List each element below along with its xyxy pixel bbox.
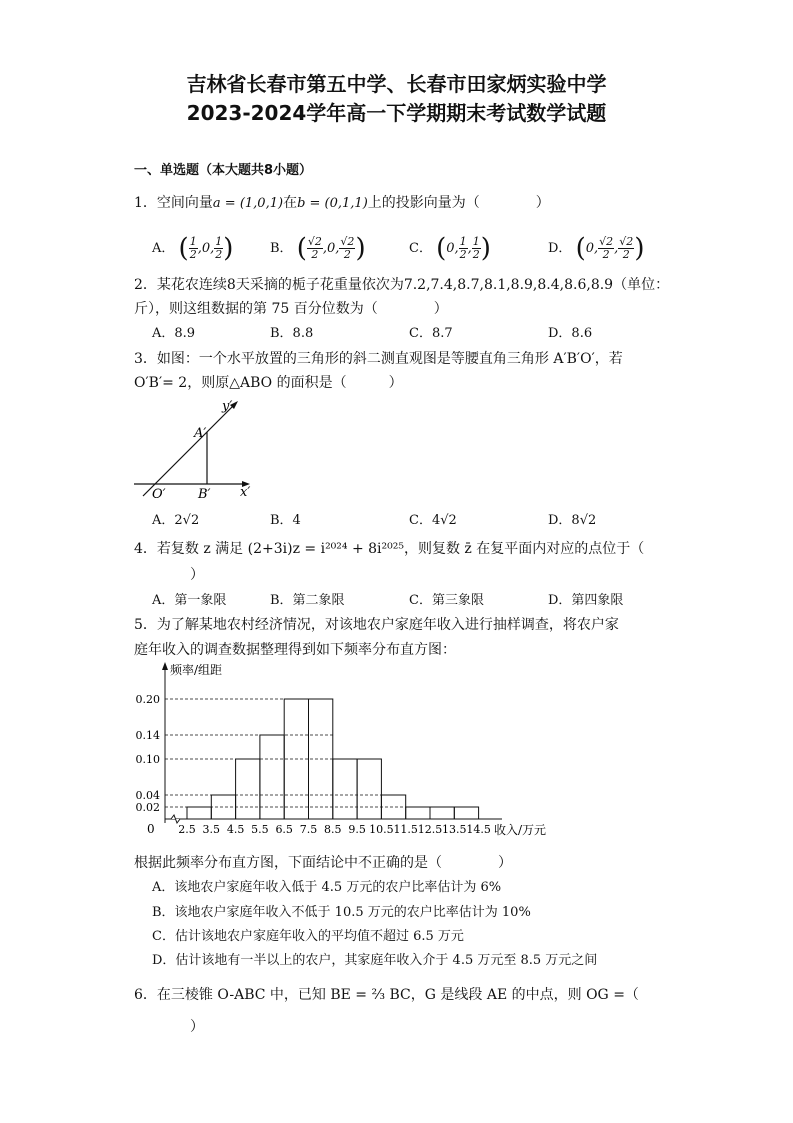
histogram-bar: [236, 759, 260, 819]
x-tick-label: 9.5: [348, 823, 366, 836]
q4-option-b[interactable]: B．第二象限: [270, 593, 345, 608]
q1-option-b[interactable]: B． ( $\frac{√2}{2}$ ,0, $\frac{√2}{2}$ ): [270, 233, 366, 264]
q5-option-d[interactable]: D．估计该地有一半以上的农户，其家庭年收入介于 4.5 万元至 8.5 万元之间: [152, 953, 598, 968]
q4-option-a[interactable]: A．第一象限: [152, 593, 227, 608]
q4-option-d[interactable]: D．第四象限: [548, 593, 624, 608]
q2-option-c[interactable]: C．8.7: [409, 326, 453, 341]
q6-line-1: 6．在三棱锥 O-ABC 中，已知 BE = ⅔ BC，G 是线段 AE 的中点，则 OG =（: [134, 987, 639, 1003]
label-O: O′: [152, 487, 166, 502]
q5-line-2: 庭年收入的调查数据整理得到如下频率分布直方图：: [134, 642, 456, 658]
x-tick-label: 2.5: [178, 823, 196, 836]
q3-option-a[interactable]: A．2√2: [152, 513, 200, 528]
x-tick-label: 11.5: [393, 823, 418, 836]
y-axis-arrow-icon: [162, 662, 168, 670]
q3-figure: [128, 396, 268, 506]
q5-option-a[interactable]: A．该地农户家庭年收入低于 4.5 万元的农户比率估计为 6%: [152, 880, 502, 895]
q1-option-b-label: B．: [270, 241, 293, 256]
histogram-chart: [120, 658, 570, 843]
histogram-bar: [187, 807, 211, 819]
q1-option-a[interactable]: A． ( $\frac{1}{2}$ ,0, $\frac{1}{2}$ ): [152, 233, 234, 264]
x-tick-label: 7.5: [299, 823, 318, 836]
q1-stem: [134, 194, 550, 213]
y-tick-label: 0.10: [135, 753, 160, 766]
q1-option-a-label: A．: [152, 241, 175, 256]
title-line-2: 2023-2024学年高一下学期期末考试数学试题: [186, 101, 607, 125]
q4-line-2: ）: [190, 567, 204, 583]
x-tick-label: 14.5: [466, 823, 491, 836]
q5-question: 根据此频率分布直方图，下面结论中不正确的是（ ）: [134, 855, 512, 871]
histogram-bar: [430, 807, 454, 819]
histogram-axes: [162, 662, 502, 823]
q5-option-b[interactable]: B．该地农户家庭年收入不低于 10.5 万元的农户比率估计为 10%: [152, 905, 531, 920]
histogram-labels: [136, 662, 547, 837]
x-tick-label: 10.5: [369, 823, 394, 836]
q1-option-c[interactable]: C． (0, $\frac{1}{2}$ , $\frac{1}{2}$ ): [409, 233, 491, 264]
y-axis-label: 频率/组距: [170, 663, 223, 677]
q3-line-2: O′B′= 2，则原△ABO 的面积是（ ）: [134, 375, 403, 391]
x-axis-label: 收入/万元: [494, 823, 547, 837]
histogram-bar: [454, 807, 478, 819]
y-tick-label: 0.14: [135, 729, 160, 742]
label-A: A′: [194, 426, 207, 441]
q1-option-d-label: D．: [548, 241, 572, 256]
q6-line-2: ）: [190, 1019, 204, 1035]
q3-option-c[interactable]: C．4√2: [409, 513, 457, 528]
axis-break-icon: [171, 815, 180, 823]
x-tick-label: 6.5: [275, 823, 293, 836]
q4-line-1: 4．若复数 z 满足 (2+3i)z = i²⁰²⁴ + 8i²⁰²⁵，则复数 z̄ 在复平面内对应的点位于（: [134, 541, 645, 557]
section-heading: 一、单选题（本大题共8小题）: [134, 163, 313, 178]
x-tick-label: 13.5: [442, 823, 467, 836]
q1-option-d[interactable]: D． (0, $\frac{√2}{2}$ , $\frac{√2}{2}$ ): [548, 233, 645, 264]
y-tick-label: 0.02: [135, 801, 160, 814]
q2-option-a[interactable]: A．8.9: [152, 326, 196, 341]
histogram-bar: [260, 735, 284, 819]
label-y: y′: [222, 399, 233, 414]
x-tick-label: 3.5: [202, 823, 221, 836]
x-tick-label: 5.5: [251, 823, 269, 836]
title-line-1: 吉林省长春市第五中学、长春市田家炳实验中学: [186, 72, 607, 96]
histogram-bar: [333, 759, 357, 819]
y-tick-label: 0.20: [135, 693, 160, 706]
q5-line-1: 5．为了解某地农村经济情况，对该地农户家庭年收入进行抽样调查，将农户家: [134, 617, 619, 633]
histogram-bar: [406, 807, 430, 819]
q1-vec-a: a = (1,0,1): [212, 196, 284, 211]
q1-mid: 在: [283, 195, 298, 211]
q1-vec-b: b = (0,1,1): [297, 196, 368, 211]
y-tick-label: 0.04: [135, 789, 160, 802]
q1-suffix: 上的投影向量为（ ）: [367, 195, 550, 211]
q2-option-b[interactable]: B．8.8: [270, 326, 314, 341]
q1-prefix: 1．空间向量: [134, 195, 213, 211]
histogram-bar: [357, 759, 381, 819]
histogram-gridlines: [165, 699, 479, 807]
y-axis: [143, 404, 235, 496]
q2-option-d[interactable]: D．8.6: [548, 326, 593, 341]
label-x: x′: [240, 485, 251, 500]
label-B: B′: [198, 487, 211, 502]
q2-line-2: 斤），则这组数据的第 75 百分位数为（ ）: [134, 301, 448, 317]
q3-option-b[interactable]: B．4: [270, 513, 301, 528]
q4-option-c[interactable]: C．第三象限: [409, 593, 484, 608]
q3-option-d[interactable]: D．8√2: [548, 513, 597, 528]
q1-option-c-label: C．: [409, 241, 432, 256]
q3-line-1: 3．如图：一个水平放置的三角形的斜二测直观图是等腰直角三角形 A′B′O′，若: [134, 351, 623, 367]
q2-line-1: 2．某花农连续8天采摘的栀子花重量依次为7.2,7.4,8.7,8.1,8.9,8.4,8.6,8.9（单位：: [134, 277, 670, 293]
origin-label: 0: [147, 822, 155, 836]
q5-option-c[interactable]: C．估计该地农户家庭年收入的平均值不超过 6.5 万元: [152, 929, 464, 944]
x-tick-label: 8.5: [324, 823, 342, 836]
x-tick-label: 4.5: [226, 823, 245, 836]
x-tick-label: 12.5: [417, 823, 443, 836]
